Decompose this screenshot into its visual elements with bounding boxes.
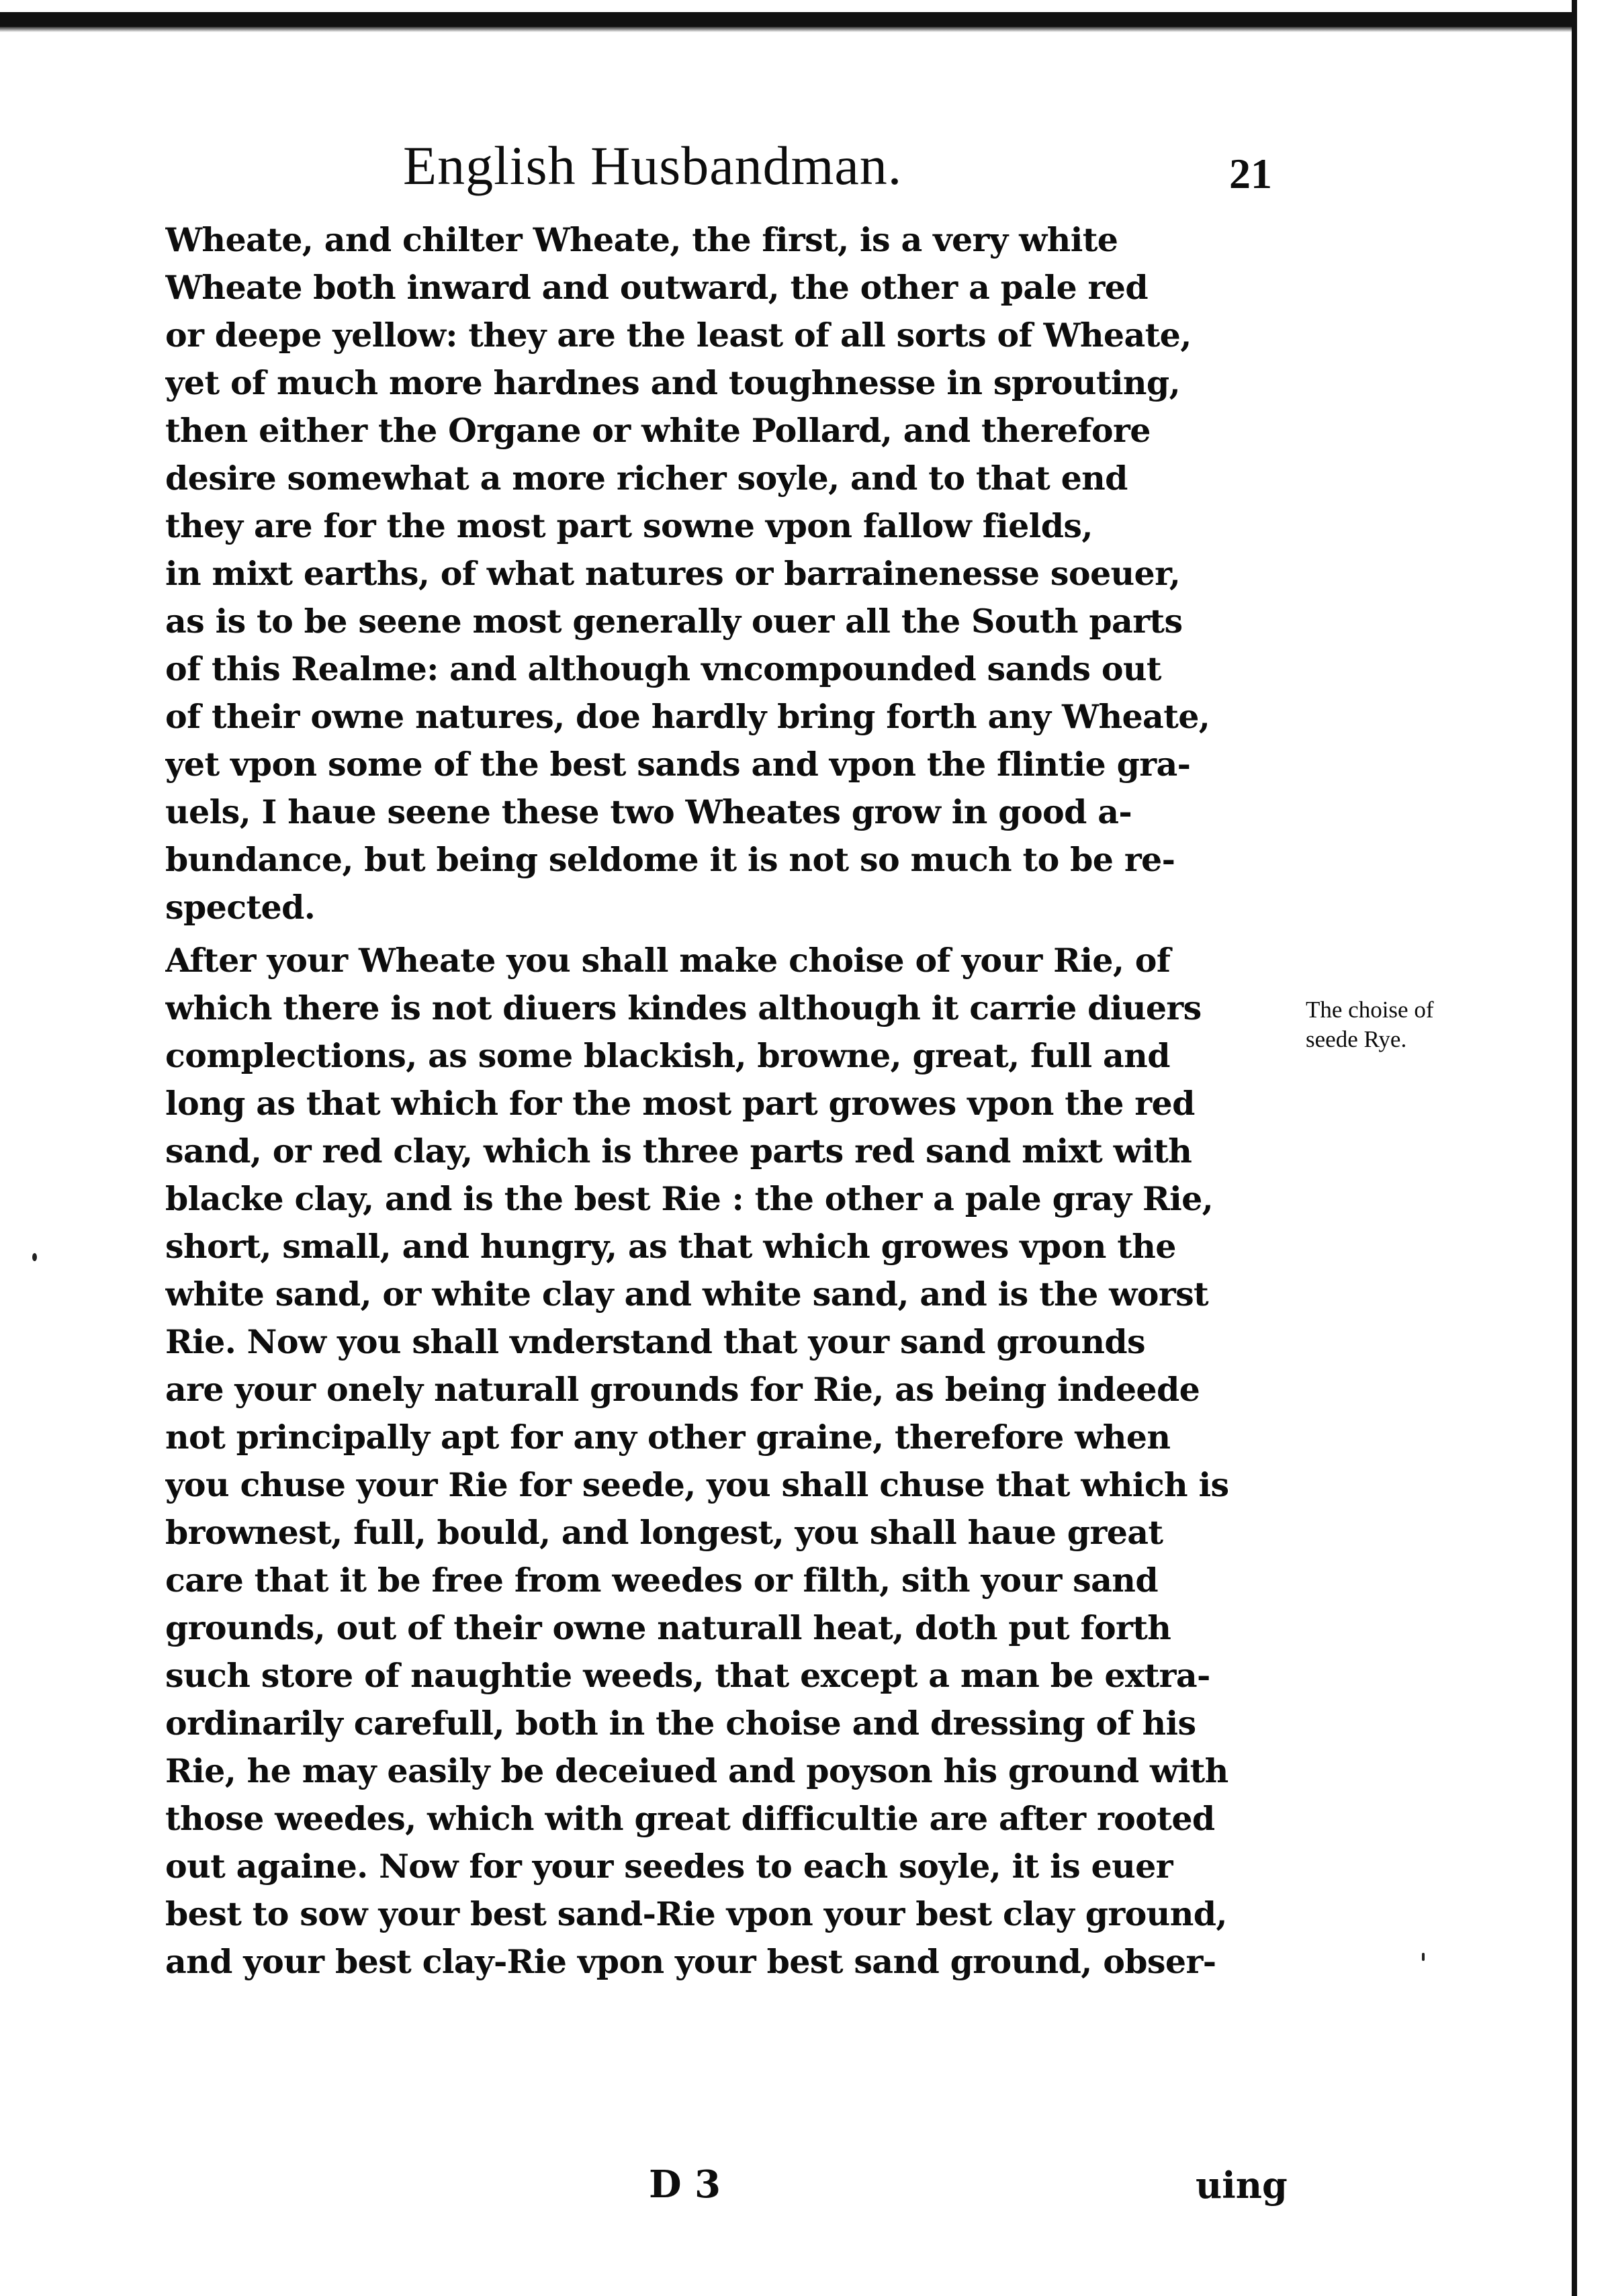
top-border-shadow xyxy=(0,27,1572,32)
right-border-rule xyxy=(1572,0,1577,2296)
catchword: uing xyxy=(1196,2164,1288,2207)
text-line: such store of naughtie weeds, that except a man be extra- xyxy=(165,1656,1210,1695)
text-line: of this Realme: and although vncompounded sands out xyxy=(165,649,1161,688)
signature-mark: D 3 xyxy=(649,2162,721,2207)
text-line: Wheate both inward and outward, the other a pale red xyxy=(165,268,1148,307)
margin-note-line: seede Rye. xyxy=(1306,1026,1407,1052)
text-line: those weedes, which with great difficultie are after rooted xyxy=(165,1799,1215,1838)
text-line: uels, I haue seene these two Wheates grow in good a- xyxy=(165,792,1132,831)
text-line: in mixt earths, of what natures or barrainenesse soeuer, xyxy=(165,554,1181,593)
text-line: yet of much more hardnes and toughnesse in sprouting, xyxy=(165,363,1181,402)
text-line: bundance, but being seldome it is not so much to be re- xyxy=(165,840,1175,879)
text-line: yet vpon some of the best sands and vpon the flintie gra- xyxy=(165,745,1191,784)
text-line: they are for the most part sowne vpon fallow fields, xyxy=(165,506,1093,545)
text-line: brownest, full, bould, and longest, you shall haue great xyxy=(165,1513,1163,1552)
ink-speck xyxy=(32,1253,37,1261)
text-line: grounds, out of their owne naturall heat, doth put forth xyxy=(165,1608,1171,1647)
text-line: desire somewhat a more richer soyle, and to that end xyxy=(165,459,1128,498)
text-line: long as that which for the most part growes vpon the red xyxy=(165,1084,1195,1123)
ink-speck xyxy=(1422,1953,1425,1961)
text-line: Rie, he may easily be deceiued and poyson his ground with xyxy=(165,1751,1228,1790)
body-text xyxy=(165,216,1300,1986)
text-line: ordinarily carefull, both in the choise and dressing of his xyxy=(165,1704,1196,1743)
text-line: spected. xyxy=(165,888,316,927)
text-line: care that it be free from weedes or filth, sith your sand xyxy=(165,1561,1158,1600)
text-line: Rie. Now you shall vnderstand that your sand grounds xyxy=(165,1322,1145,1361)
paragraph-first-line: After your Wheate you shall make choise of your Rie, of xyxy=(165,941,1171,980)
text-line: are your onely naturall grounds for Rie, as being indeede xyxy=(165,1370,1200,1409)
top-border-rule xyxy=(0,12,1572,27)
margin-note-line: The choise of xyxy=(1306,997,1434,1023)
text-line: complections, as some blackish, browne, great, full and xyxy=(165,1036,1170,1075)
margin-note xyxy=(1306,995,1601,1054)
text-line: you chuse your Rie for seede, you shall chuse that which is xyxy=(165,1465,1229,1504)
text-line: blacke clay, and is the best Rie : the other a pale gray Rie, xyxy=(165,1179,1214,1218)
text-line: or deepe yellow: they are the least of all sorts of Wheate, xyxy=(165,316,1192,355)
page-number: 21 xyxy=(1229,150,1272,197)
text-line: then either the Organe or white Pollard, and therefore xyxy=(165,411,1151,450)
text-line: not principally apt for any other graine, therefore when xyxy=(165,1418,1171,1457)
text-line: white sand, or white clay and white sand, and is the worst xyxy=(165,1275,1209,1314)
text-line: Wheate, and chilter Wheate, the first, is a very white xyxy=(165,220,1118,259)
text-line: short, small, and hungry, as that which growes vpon the xyxy=(165,1227,1176,1266)
text-line: best to sow your best sand-Rie vpon your best clay ground, xyxy=(165,1894,1227,1933)
text-line: and your best clay-Rie vpon your best sand ground, obser- xyxy=(165,1942,1216,1981)
text-line: which there is not diuers kindes although it carrie diuers xyxy=(165,989,1202,1027)
text-line: as is to be seene most generally ouer all the South parts xyxy=(165,602,1183,641)
running-head: English Husbandman. xyxy=(403,135,903,196)
text-line: sand, or red clay, which is three parts red sand mixt with xyxy=(165,1132,1192,1170)
text-line: of their owne natures, doe hardly bring forth any Wheate, xyxy=(165,697,1210,736)
text-line: out againe. Now for your seedes to each soyle, it is euer xyxy=(165,1847,1173,1886)
